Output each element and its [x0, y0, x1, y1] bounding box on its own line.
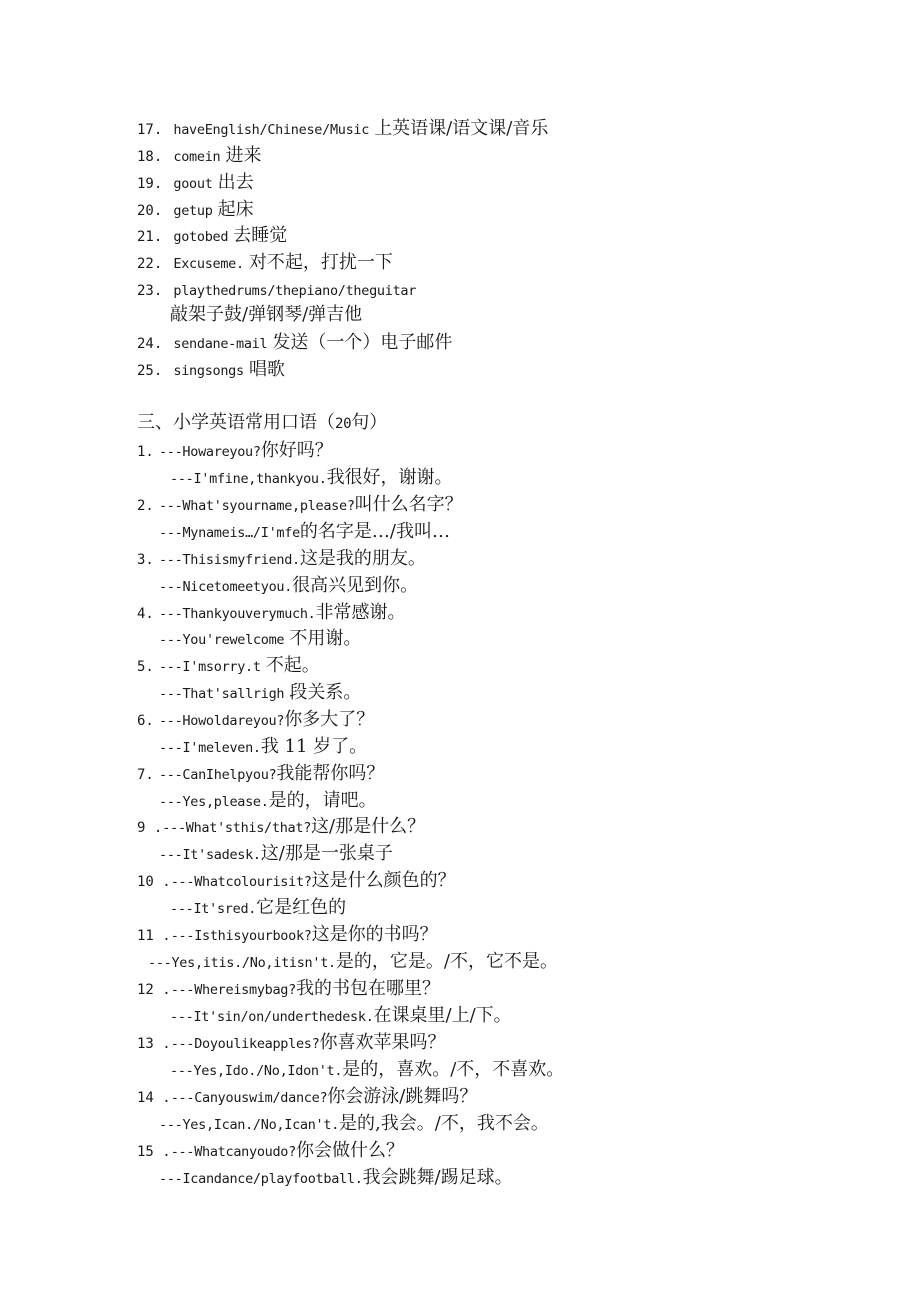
item-number: 23.: [137, 283, 163, 299]
item-number: 11 .: [137, 928, 171, 944]
english-line: ---CanIhelpyou?: [158, 767, 277, 783]
english-phrase: getup: [173, 203, 213, 219]
phrase-item-20: [137, 198, 254, 222]
phrase-item-21: [137, 224, 287, 248]
chinese-line: 是的，喜欢。/不，不喜欢。: [342, 1059, 565, 1080]
dialogue-question: [137, 1085, 477, 1109]
english-line: ---What'syourname,please?: [158, 498, 355, 514]
dialogue-answer: [159, 1166, 513, 1190]
chinese-line: 段关系。: [289, 682, 362, 703]
dialogue-answer: [170, 1004, 512, 1028]
item-number: 14 .: [137, 1090, 171, 1106]
chinese-line: 我的书包在哪里？: [295, 978, 440, 999]
chinese-line: 很高兴见到你。: [292, 575, 419, 596]
english-phrase: sendane-mail: [173, 336, 268, 352]
english-line: ---Whatcolourisit?: [170, 874, 312, 890]
english-line: ---Howoldareyou?: [158, 713, 285, 729]
phrase-item-19: [137, 171, 254, 195]
chinese-line: 你多大了？: [284, 709, 375, 730]
section-title-part: 句）: [351, 412, 388, 433]
item-number: 5.: [137, 659, 154, 675]
phrase-item-23-translation: [170, 303, 362, 327]
chinese-line: 这是我的朋友。: [299, 548, 426, 569]
dialogue-answer: [159, 842, 393, 866]
chinese-line: 叫什么名字？: [354, 494, 463, 515]
item-number: 25.: [137, 363, 163, 379]
item-number: 2.: [137, 498, 154, 514]
english-line: ---Nicetomeetyou.: [159, 579, 293, 595]
item-number: 18.: [137, 149, 163, 165]
phrase-item-17: [137, 117, 548, 141]
section-heading: [137, 411, 387, 435]
dialogue-question: [137, 654, 320, 678]
english-line: ---Mynameis…/I'mfe: [159, 525, 300, 541]
item-number: 9 .: [137, 820, 163, 836]
dialogue-question: [137, 1139, 404, 1163]
english-line: ---That'sallrigh: [159, 686, 285, 702]
item-number: 21.: [137, 229, 163, 245]
dialogue-question: [137, 547, 426, 571]
chinese-line: 不用谢。: [289, 628, 362, 649]
english-phrase: playthedrums/thepiano/theguitar: [173, 283, 417, 299]
item-number: 20.: [137, 203, 163, 219]
english-line: ---Yes,please.: [159, 794, 269, 810]
chinese-line: 它是红色的: [256, 897, 347, 918]
phrase-item-24: [137, 331, 452, 355]
english-phrase: comein: [173, 149, 221, 165]
english-line: ---Icandance/playfootball.: [159, 1171, 363, 1187]
english-line: ---Isthisyourbook?: [170, 928, 312, 944]
english-phrase: gotobed: [173, 229, 229, 245]
english-line: ---It'sred.: [170, 901, 257, 917]
dialogue-answer: [148, 950, 558, 974]
chinese-line: 是的,我会。/不，我不会。: [339, 1113, 549, 1134]
chinese-line: 的名字是…/我叫…: [299, 521, 450, 542]
english-line: ---I'msorry.t: [158, 659, 261, 675]
chinese-phrase: 对不起，打扰一下: [248, 252, 393, 273]
item-number: 22.: [137, 256, 163, 272]
item-number: 6.: [137, 713, 154, 729]
english-line: ---Canyouswim/dance?: [170, 1090, 328, 1106]
chinese-line: 这是什么颜色的？: [311, 870, 456, 891]
chinese-phrase: 敲架子鼓/弹钢琴/弹吉他: [170, 304, 363, 325]
chinese-line: 你会游泳/跳舞吗？: [327, 1086, 478, 1107]
english-phrase: singsongs: [173, 363, 244, 379]
english-line: ---Yes,itis./No,itisn't.: [148, 955, 336, 971]
english-line: ---It'sin/on/underthedesk.: [170, 1009, 374, 1025]
dialogue-question: [137, 815, 425, 839]
item-number: 17.: [137, 122, 163, 138]
dialogue-question: [137, 493, 463, 517]
chinese-line: 你会做什么？: [295, 1140, 404, 1161]
dialogue-answer: [159, 520, 450, 544]
item-number: 24.: [137, 336, 163, 352]
chinese-phrase: 出去: [217, 172, 254, 193]
chinese-line: 是的，请吧。: [268, 790, 377, 811]
section-title-count: 20: [335, 416, 352, 432]
english-line: ---Whereismybag?: [170, 982, 296, 998]
dialogue-question: [137, 1031, 445, 1055]
dialogue-answer: [170, 1058, 564, 1082]
chinese-phrase: 唱歌: [248, 359, 285, 380]
dialogue-answer: [170, 896, 346, 920]
english-line: ---You'rewelcome: [159, 632, 285, 648]
english-line: ---I'meleven.: [159, 740, 261, 756]
item-number: 4.: [137, 606, 154, 622]
dialogue-question: [137, 439, 333, 463]
phrase-item-23: [137, 278, 416, 302]
chinese-line: 这是你的书吗？: [311, 924, 438, 945]
chinese-line: 我会跳舞/踢足球。: [362, 1167, 513, 1188]
chinese-line: 你好吗？: [260, 440, 333, 461]
english-phrase: Excuseme.: [173, 256, 244, 272]
english-line: ---Thankyouverymuch.: [158, 606, 316, 622]
chinese-line: 在课桌里/上/下。: [373, 1005, 512, 1026]
chinese-phrase: 进来: [225, 145, 262, 166]
section-title-part: 三、小学英语常用口语（: [137, 412, 335, 433]
dialogue-answer: [159, 735, 367, 759]
phrase-item-18: [137, 144, 261, 168]
chinese-line: 我能帮你吗？: [276, 763, 385, 784]
item-number: 1.: [137, 444, 154, 460]
dialogue-question: [137, 762, 384, 786]
english-line: ---Yes,Ican./No,Ican't.: [159, 1117, 340, 1133]
dialogue-answer: [159, 574, 418, 598]
chinese-line: 我 11 岁了。: [260, 736, 368, 757]
chinese-line: 这/那是什么？: [311, 816, 426, 837]
dialogue-answer: [159, 627, 361, 651]
item-number: 3.: [137, 552, 154, 568]
english-line: ---Yes,Ido./No,Idon't.: [170, 1063, 343, 1079]
english-line: ---What'sthis/that?: [162, 820, 312, 836]
phrase-item-25: [137, 358, 285, 382]
dialogue-question: [137, 869, 456, 893]
chinese-line: 这/那是一张桌子: [260, 843, 393, 864]
english-line: ---It'sadesk.: [159, 847, 261, 863]
dialogue-answer: [159, 681, 361, 705]
chinese-line: 非常感谢。: [315, 602, 406, 623]
dialogue-question: [137, 977, 440, 1001]
english-line: ---Howareyou?: [158, 444, 261, 460]
dialogue-question: [137, 923, 438, 947]
english-phrase: haveEnglish/Chinese/Music: [173, 122, 370, 138]
chinese-line: 不起。: [265, 655, 320, 676]
dialogue-answer: [159, 1112, 549, 1136]
dialogue-answer: [170, 466, 453, 490]
dialogue-answer: [159, 789, 377, 813]
english-line: ---Thisismyfriend.: [158, 552, 300, 568]
chinese-line: 是的，它是。/不，它不是。: [335, 951, 558, 972]
item-number: 10 .: [137, 874, 171, 890]
english-line: ---Whatcanyoudo?: [170, 1144, 296, 1160]
chinese-phrase: 发送（一个）电子邮件: [272, 332, 453, 353]
chinese-line: 我很好，谢谢。: [326, 467, 453, 488]
item-number: 15 .: [137, 1144, 171, 1160]
phrase-item-22: [137, 251, 393, 275]
item-number: 19.: [137, 176, 163, 192]
english-line: ---Doyoulikeapples?: [170, 1036, 320, 1052]
dialogue-question: [137, 601, 406, 625]
item-number: 7.: [137, 767, 154, 783]
dialogue-question: [137, 708, 374, 732]
item-number: 12 .: [137, 982, 171, 998]
chinese-phrase: 去睡觉: [233, 225, 288, 246]
chinese-phrase: 上英语课/语文课/音乐: [374, 118, 549, 139]
english-line: ---I'mfine,thankyou.: [170, 471, 327, 487]
chinese-phrase: 起床: [217, 199, 254, 220]
item-number: 13 .: [137, 1036, 171, 1052]
english-phrase: goout: [173, 176, 213, 192]
chinese-line: 你喜欢苹果吗？: [319, 1032, 446, 1053]
